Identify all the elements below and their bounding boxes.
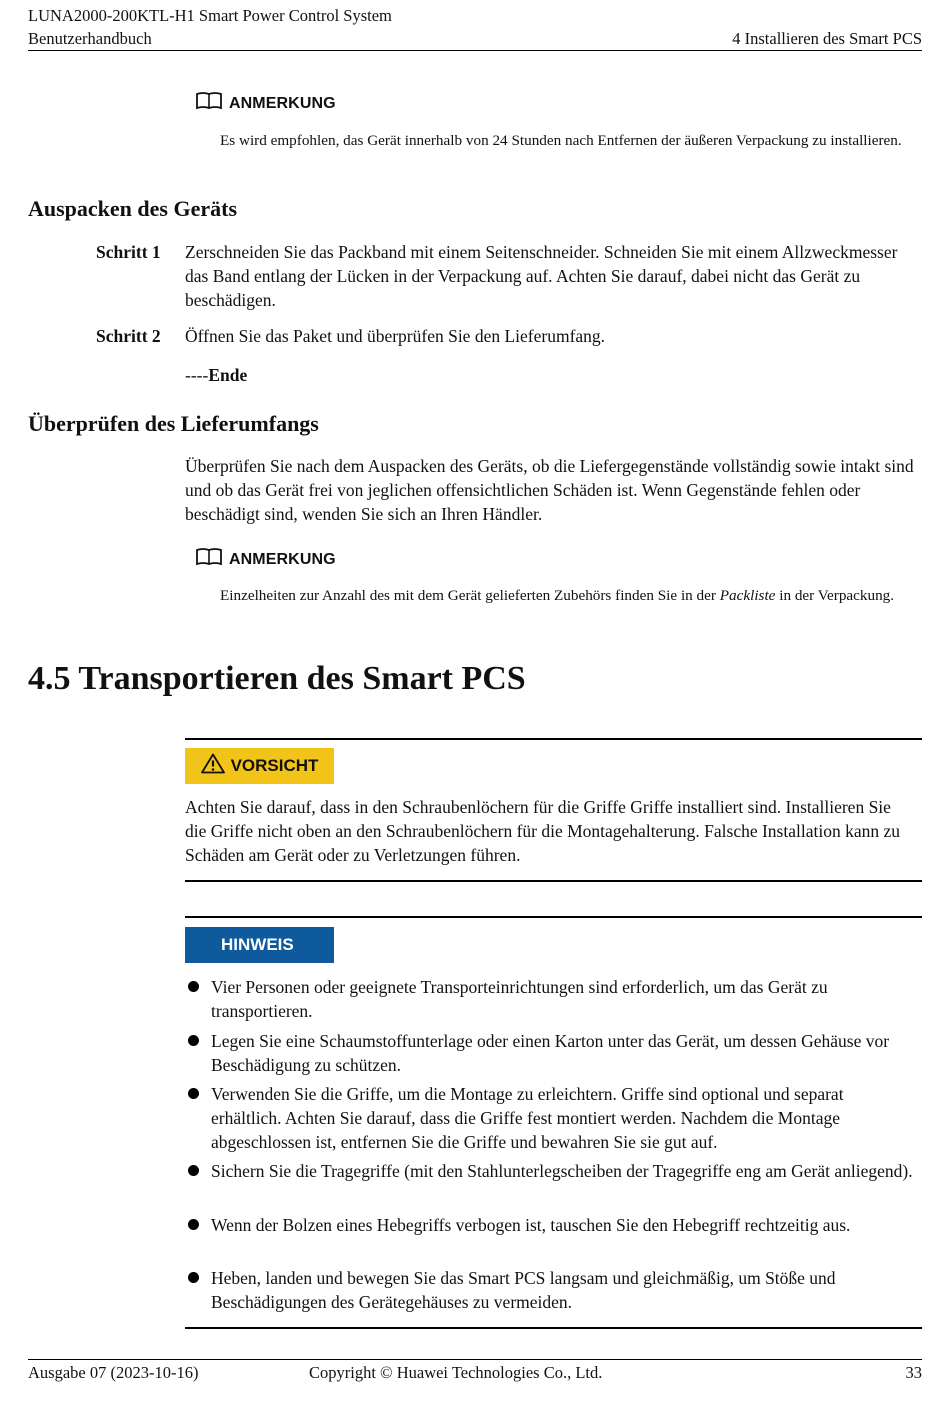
header-chapter: 4 Installieren des Smart PCS xyxy=(732,29,922,48)
footer-rule xyxy=(28,1359,922,1360)
list-item xyxy=(185,1213,915,1237)
check-text: Überprüfen Sie nach dem Auspacken des Geräts, ob die Liefergegenstände vollständig sowie intakt sind und ob das Gerät frei von jeglichen offensichtlichen Schäden ist. Wenn Gegenstände fehlen oder beschädigt sind, wenden Sie sich an Ihren Händler. xyxy=(185,456,914,524)
section-title: 4.5 Transportieren des Smart PCS xyxy=(28,660,526,697)
caution-text: Achten Sie darauf, dass in den Schraubenlöchern für die Griffe Griffe installiert sind. Installieren Sie die Griffe nicht oben an den Schraubenlöchern für die Montagehalterung. Falsche Installation kann zu Schäden am Gerät oder zu Verletzungen führen. xyxy=(185,797,900,865)
bullet-icon xyxy=(188,1035,199,1046)
header-rule xyxy=(28,50,922,51)
list-item-text: Heben, landen und bewegen Sie das Smart PCS langsam und gleichmäßig, um Stöße und Beschädigungen des Gerätegehäuses zu vermeiden. xyxy=(211,1268,836,1312)
note-text: Es wird empfohlen, das Gerät innerhalb von 24 Stunden nach Entfernen der äußeren Verpackung zu installieren. xyxy=(220,132,902,149)
list-item-text: Vier Personen oder geeignete Transporteinrichtungen sind erforderlich, um das Gerät zu transportieren. xyxy=(211,977,828,1021)
note-text: Einzelheiten zur Anzahl des mit dem Gerät gelieferten Zubehörs finden Sie in der Packliste in der Verpackung. xyxy=(220,587,895,604)
list-item xyxy=(185,1159,915,1183)
bullet-icon xyxy=(188,1165,199,1176)
notice-badge xyxy=(185,927,334,963)
footer-page-number: 33 xyxy=(905,1363,922,1382)
list-item xyxy=(185,1029,915,1077)
note-label: ANMERKUNG xyxy=(229,94,336,112)
caution-top-rule xyxy=(185,738,922,740)
bullet-icon xyxy=(188,1088,199,1099)
notice-label: HINWEIS xyxy=(221,935,294,954)
step-label: Schritt 2 xyxy=(96,326,161,346)
section-heading-check: Überprüfen des Lieferumfangs xyxy=(28,411,319,436)
list-item-text: Verwenden Sie die Griffe, um die Montage zu erleichtern. Griffe sind optional und separat erhältlich. Achten Sie darauf, dass die Griffe fest montiert werden. Nachdem die Montage abgeschlossen ist, entfernen Sie die Griffe und bewahren Sie sie gut auf. xyxy=(211,1084,844,1152)
section-heading-unpack: Auspacken des Geräts xyxy=(28,196,238,221)
bullet-icon xyxy=(188,981,199,992)
warning-triangle-icon xyxy=(201,753,225,779)
notice-top-rule xyxy=(185,916,922,918)
list-item xyxy=(185,1266,915,1314)
end-marker: ----Ende xyxy=(185,365,248,385)
list-item-text: Legen Sie eine Schaumstoffunterlage oder einen Karton unter das Gerät, um dessen Gehäuse vor Beschädigung zu schützen. xyxy=(211,1031,890,1075)
book-icon xyxy=(195,91,223,116)
note-heading xyxy=(195,547,336,572)
bullet-icon xyxy=(188,1272,199,1283)
notice-bottom-rule xyxy=(185,1327,922,1329)
caution-label: VORSICHT xyxy=(230,756,319,775)
caution-badge xyxy=(185,748,334,784)
list-item xyxy=(185,975,915,1023)
step-label: Schritt 1 xyxy=(96,242,161,262)
caution-bottom-rule xyxy=(185,880,922,882)
note-heading xyxy=(195,91,336,116)
book-icon xyxy=(195,547,223,572)
step-text: Zerschneiden Sie das Packband mit einem Seitenschneider. Schneiden Sie mit einem Allzweckmesser das Band entlang der Lücken in der Verpackung auf. Achten Sie darauf, dabei nicht das Gerät zu beschädigen. xyxy=(185,242,898,310)
list-item-text: Sichern Sie die Tragegriffe (mit den Stahlunterlegscheiben der Tragegriffe eng am Gerät anliegend). xyxy=(211,1161,913,1181)
footer-copyright: Copyright © Huawei Technologies Co., Ltd. xyxy=(309,1363,603,1382)
header-doc-type: Benutzerhandbuch xyxy=(28,29,152,48)
footer-edition: Ausgabe 07 (2023-10-16) xyxy=(28,1363,199,1382)
note-label: ANMERKUNG xyxy=(229,550,336,568)
list-item xyxy=(185,1082,915,1154)
list-item-text: Wenn der Bolzen eines Hebegriffs verbogen ist, tauschen Sie den Hebegriff rechtzeitig aus. xyxy=(211,1215,851,1235)
header-product: LUNA2000-200KTL-H1 Smart Power Control System xyxy=(28,6,392,25)
step-text: Öffnen Sie das Paket und überprüfen Sie den Lieferumfang. xyxy=(185,326,606,346)
bullet-icon xyxy=(188,1219,199,1230)
